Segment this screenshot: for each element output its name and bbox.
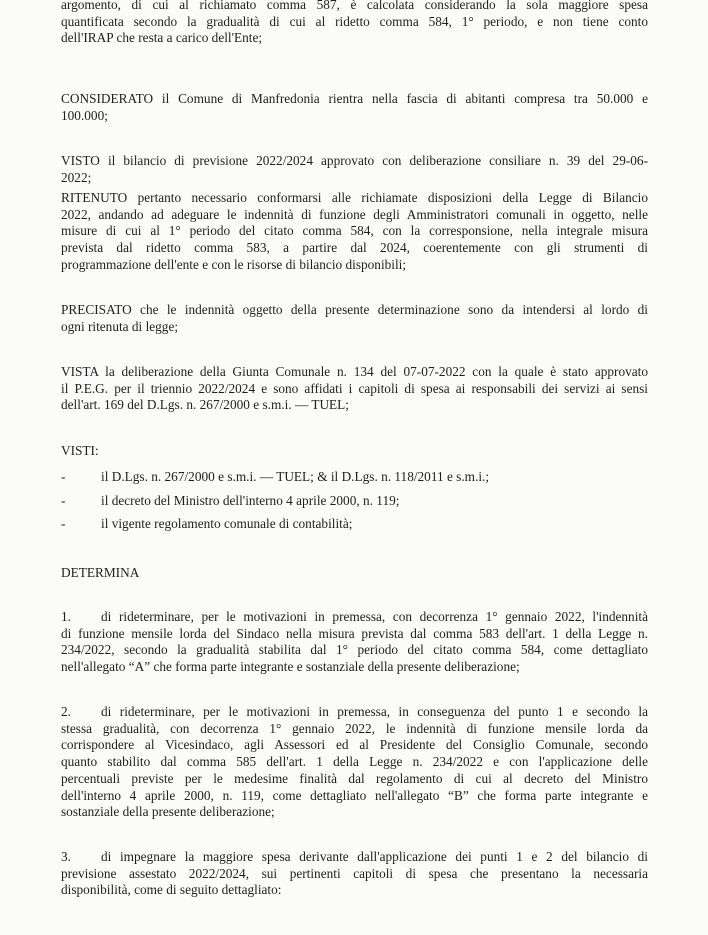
text-line: ogni ritenuta di legge; (61, 318, 179, 334)
paragraph-visto (61, 153, 648, 186)
list-item-text: il decreto del Ministro dell'interno 4 aprile 2000, n. 119; (101, 493, 400, 508)
text-line: 100.000; (61, 107, 108, 123)
text-line: VISTA la deliberazione della Giunta Comunale n. 134 del 07-07-2022 con la quale è stato approvato (61, 364, 648, 379)
paragraph-precisato (61, 302, 648, 335)
paragraph-vista (61, 364, 648, 414)
item-number: 3. (61, 849, 71, 864)
text-line: di funzione mensile lorda del Sindaco nella misura prevista dal comma 583 dell'art. 1 della Legge n. (61, 625, 648, 641)
determina-item-1 (61, 609, 648, 676)
text-line: stessa gradualità, con decorrenza 1° gennaio 2022, le indennità di funzione mensile lorda da (61, 720, 648, 736)
dash-bullet: - (61, 516, 66, 531)
paragraph-ritenuto (61, 190, 648, 274)
text-line: il P.E.G. per il triennio 2022/2024 e sono affidati i capitoli di spesa ai responsabili dei servizi ai sensi (61, 380, 648, 396)
text-line (61, 849, 648, 866)
text-segment: di rideterminare, per le motivazioni in premessa, in conseguenza del punto 1 e secondo la (101, 704, 648, 719)
paragraph-intro (61, 0, 648, 47)
determina-item-3 (61, 849, 648, 899)
text-segment: di rideterminare, per le motivazioni in premessa, con decorrenza 1° gennaio 2022, l'indennità (101, 609, 648, 624)
text-line: quanto stabilito dal comma 585 dell'art. 1 della Legge n. 234/2022 e con l'applicazione delle (61, 754, 648, 770)
text-line: previsione assestato 2022/2024, sui pertinenti capitoli di spesa che presentano la necessaria (61, 865, 648, 881)
paragraph-considerato (61, 91, 648, 124)
text-line: dell'IRAP che resta a carico dell'Ente; (61, 30, 263, 46)
text-line: argomento, di cui al richiamato comma 587, è calcolata considerando la sola maggiore spesa (61, 0, 648, 12)
text-line: 234/2022, secondo la gradualità stabilita dal 1° periodo del citato comma 584, come dettagliato (61, 642, 648, 658)
determina-heading (61, 565, 648, 582)
item-number: 1. (61, 609, 71, 624)
text-line: prevista dal ridetto comma 583, a partire dal 2024, coerentemente con gli strumenti di (61, 240, 648, 256)
text-line: 2022; (61, 169, 92, 185)
text-line: sostanziale della presente deliberazione; (61, 804, 275, 820)
heading-text: DETERMINA (61, 565, 140, 580)
text-line: dell'interno 4 aprile 2000, n. 119, come dettagliato nell'allegato “B” che forma parte integrante e (61, 787, 648, 803)
item-number: 2. (61, 704, 71, 719)
text-line: 2022, andando ad adeguare le indennità di funzione degli Amministratori comunali in oggetto, nelle (61, 206, 648, 222)
text-line: dell'art. 169 del D.Lgs. n. 267/2000 e s.m.i. — TUEL; (61, 397, 349, 413)
determina-item-2 (61, 704, 648, 821)
text-line: CONSIDERATO il Comune di Manfredonia rientra nella fascia di abitanti compresa tra 50.000 e (61, 91, 648, 106)
text-line: quantificata secondo la gradualità di cui al ridetto comma 584, 1° periodo, e non tiene conto (61, 13, 648, 29)
text-line: PRECISATO che le indennità oggetto della presente determinazione sono da intendersi al lordo di (61, 302, 648, 317)
visti-heading (61, 443, 648, 460)
dash-bullet: - (61, 469, 66, 484)
text-line: VISTO il bilancio di previsione 2022/2024 approvato con deliberazione consiliare n. 39 del 29-06- (61, 153, 648, 168)
text-line: corrispondere al Vicesindaco, agli Assessori ed al Presidente del Consiglio Comunale, secondo (61, 737, 648, 753)
text-line: disponibilità, come di seguito dettagliato: (61, 882, 282, 898)
text-line: nell'allegato “A” che forma parte integrante e sostanziale della presente deliberazione; (61, 659, 520, 675)
text-segment: di impegnare la maggiore spesa derivante dall'applicazione dei punti 1 e 2 del bilancio di (101, 849, 648, 864)
text-line (61, 704, 648, 721)
text-line: programmazione dell'ente e con le risorse di bilancio disponibili; (61, 256, 407, 272)
list-item-text: il vigente regolamento comunale di contabilità; (101, 516, 353, 531)
heading-text: VISTI: (61, 443, 99, 458)
list-item-text: il D.Lgs. n. 267/2000 e s.m.i. — TUEL; & il D.Lgs. n. 118/2011 e s.m.i.; (101, 469, 490, 484)
text-line: percentuali previste per le medesime finalità dal regolamento di cui al decreto del Ministro (61, 770, 648, 786)
text-line: RITENUTO pertanto necessario conformarsi alle richiamate disposizioni della Legge di Bilancio (61, 190, 648, 205)
text-line (61, 609, 648, 626)
dash-bullet: - (61, 493, 66, 508)
text-line: misure di cui al 1° periodo del citato comma 584, con la corresponsione, nella integrale misura (61, 223, 648, 239)
